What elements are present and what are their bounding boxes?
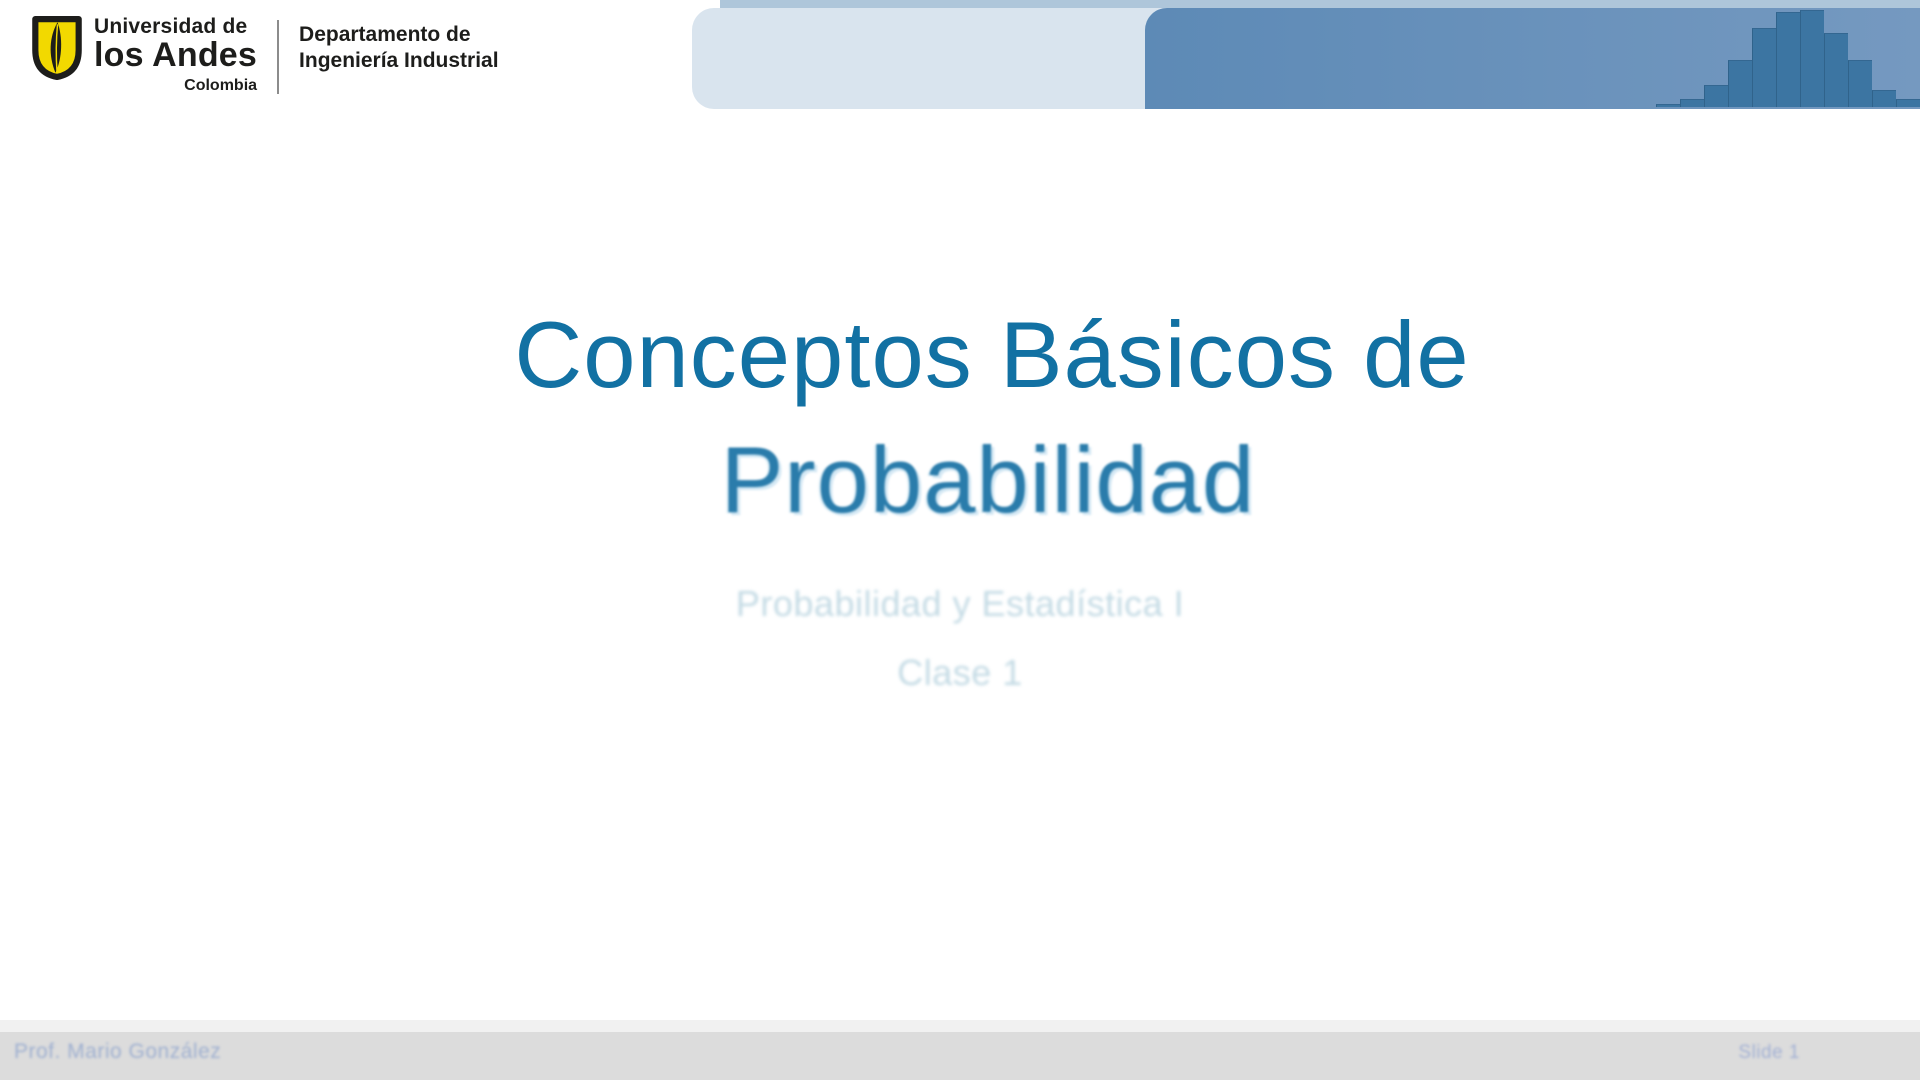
university-name xyxy=(94,10,257,95)
histogram-bar xyxy=(1680,99,1704,107)
histogram-bar xyxy=(1848,60,1872,107)
slide-title-line1: Conceptos Básicos de xyxy=(514,302,1470,407)
logo-divider xyxy=(277,20,279,94)
department-name xyxy=(299,22,499,75)
university-country: Colombia xyxy=(184,77,258,95)
histogram-bar xyxy=(1752,28,1776,107)
histogram-bar xyxy=(1656,104,1680,107)
histogram-bar xyxy=(1704,85,1728,107)
slide-title-line2: Probabilidad xyxy=(720,427,1256,532)
histogram-bar xyxy=(1824,33,1848,107)
university-shield-icon xyxy=(30,16,84,80)
histogram-bar xyxy=(1728,60,1752,107)
histogram-bar xyxy=(1800,10,1824,107)
university-name-line2: los Andes xyxy=(94,36,258,75)
histogram-bar xyxy=(1872,90,1896,107)
footer-slide-number: Slide 1 xyxy=(1738,1042,1800,1063)
footer-upper-strip xyxy=(0,1020,1920,1032)
university-logo xyxy=(30,10,499,95)
subtitle-session: Clase 1 xyxy=(897,652,1023,693)
university-name-line1: Universidad de xyxy=(94,15,248,38)
histogram-bar xyxy=(1896,99,1920,107)
histogram-decoration xyxy=(1656,10,1920,107)
banner-dark-panel xyxy=(1145,8,1920,109)
histogram-bar xyxy=(1776,12,1800,107)
department-line2: Ingeniería Industrial xyxy=(299,49,499,73)
department-line1: Departamento de xyxy=(299,23,471,46)
footer-author: Prof. Mario González xyxy=(14,1040,222,1063)
subtitle-course: Probabilidad y Estadística I xyxy=(735,583,1185,624)
footer-band xyxy=(0,1032,1920,1080)
